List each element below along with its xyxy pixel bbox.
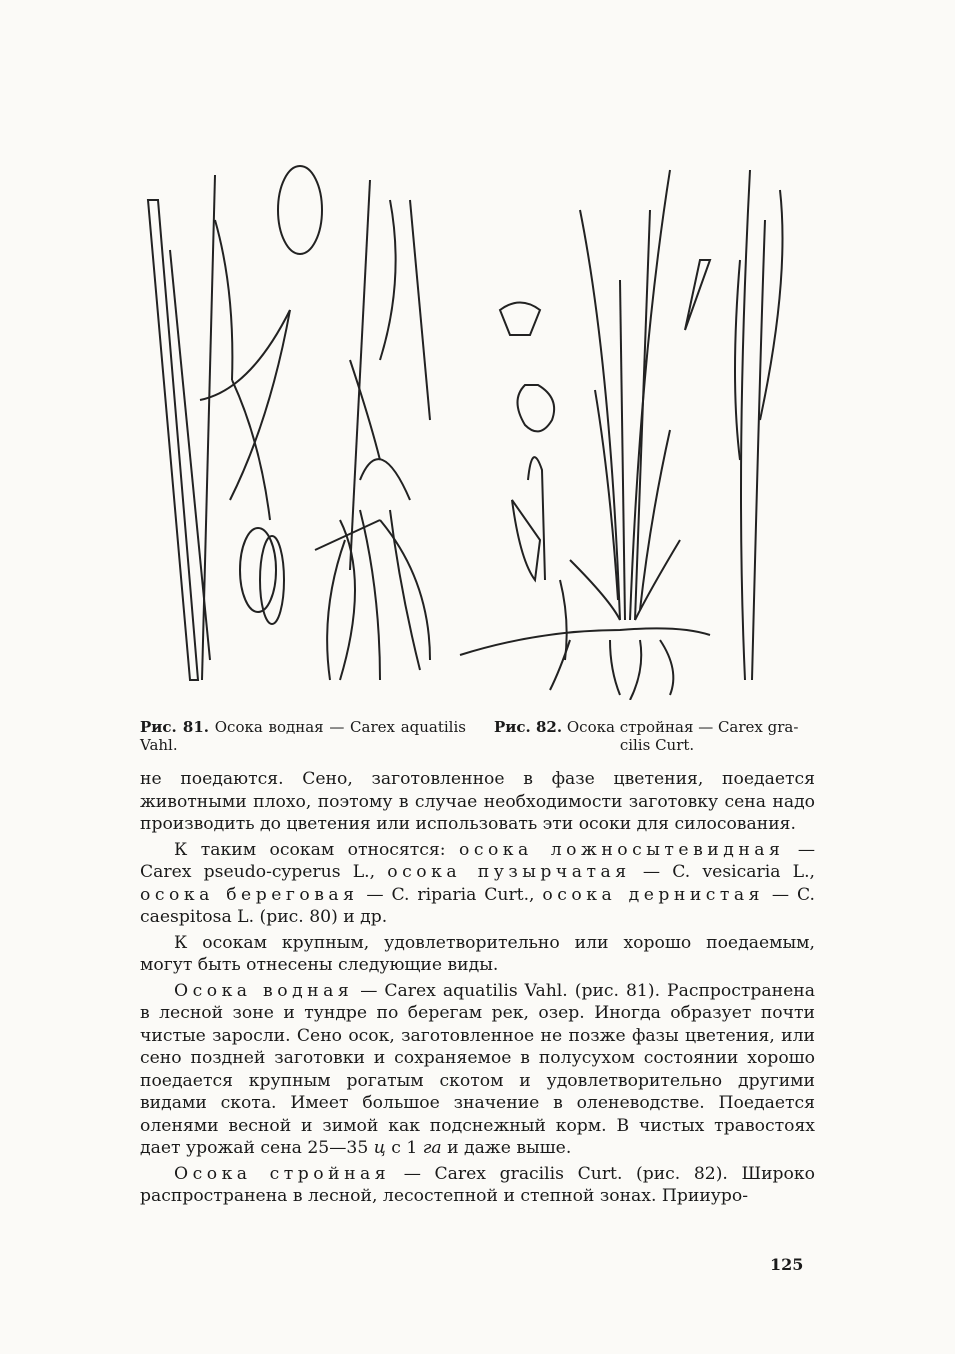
p4-text-1: — Carex aquatilis Vahl. (рис. 81). Распространена в лесной зоне и тундре по берегам рек, озер. Иногда образует почти чистые заросли. Сено осок, заготовленное не позже фазы цветения, или сено поздней заготовки и сохраняемое в полусухом состоянии хорошо поедается крупным рогатым скотом и удовлетворительно другими видами скота. Имеет большое значение в оленеводстве. Поедается оленями весной и зимой как подснежный корм. В чистых травостоях дает урожай сена 25—35	[140, 980, 815, 1158]
p2-text-1: — Carex pseudo-cyperus L.,	[140, 839, 816, 882]
species-pseudo-cyperus: осока ложносытевидная	[458, 839, 785, 860]
p4-text-2: с 1	[385, 1138, 423, 1158]
paragraph-2	[140, 839, 815, 929]
page-number: 125	[770, 1255, 804, 1274]
fig82-title-line1: Осока стройная — Carex gra-	[566, 718, 799, 736]
species-caespitosa: осока дернистая	[542, 884, 765, 905]
p2-text-3: — C. riparia Curt.,	[358, 884, 543, 905]
unit-centner: ц	[373, 1138, 386, 1158]
p2-text-2: — C. vesicaria L.,	[630, 862, 816, 882]
paragraph-3: К осокам крупным, удовлетворительно или хорошо поедаемым, могут быть отнесены следующие виды.	[140, 932, 815, 975]
fig82-illustration	[460, 170, 783, 700]
figures-area	[140, 160, 820, 700]
fig82-title-line2: cilis Curt.	[619, 736, 695, 754]
caption-fig82	[494, 718, 820, 754]
paragraph-4	[140, 980, 815, 1160]
unit-hectare: га	[422, 1138, 442, 1158]
caption-fig81	[140, 718, 466, 754]
species-aquatilis: Осока водная	[174, 980, 354, 1001]
figure-captions	[140, 718, 820, 754]
p2-intro: К таким осокам относятся:	[174, 839, 459, 860]
fig81-illustration	[148, 166, 430, 680]
body-text	[140, 768, 815, 1211]
p5-text: — Carex gracilis Curt. (рис. 82). Широко распространена в лесной, лесостепной и степной зонах. Прииуро-	[140, 1163, 815, 1206]
paragraph-1: не поедаются. Сено, заготовленное в фазе цветения, поедается животными плохо, поэтому в случае необходимости заготовку сена надо производить до цветения или использовать эти осоки для силосования.	[140, 769, 815, 834]
p2-text-4: — C. caespitosa L. (рис. 80) и др.	[140, 884, 815, 927]
species-vesicaria: осока пузырчатая	[387, 862, 631, 882]
p4-text-3: и даже выше.	[441, 1138, 572, 1158]
species-riparia: осока береговая	[140, 884, 359, 905]
species-gracilis: Осока стройная	[174, 1163, 391, 1184]
plant-illustrations	[140, 160, 820, 700]
fig82-number: Рис. 82.	[494, 718, 563, 736]
fig81-number: Рис. 81.	[140, 718, 210, 736]
fig81-title: Осока водная — Carex aquatilis Vahl.	[140, 718, 466, 754]
paragraph-5	[140, 1163, 815, 1208]
